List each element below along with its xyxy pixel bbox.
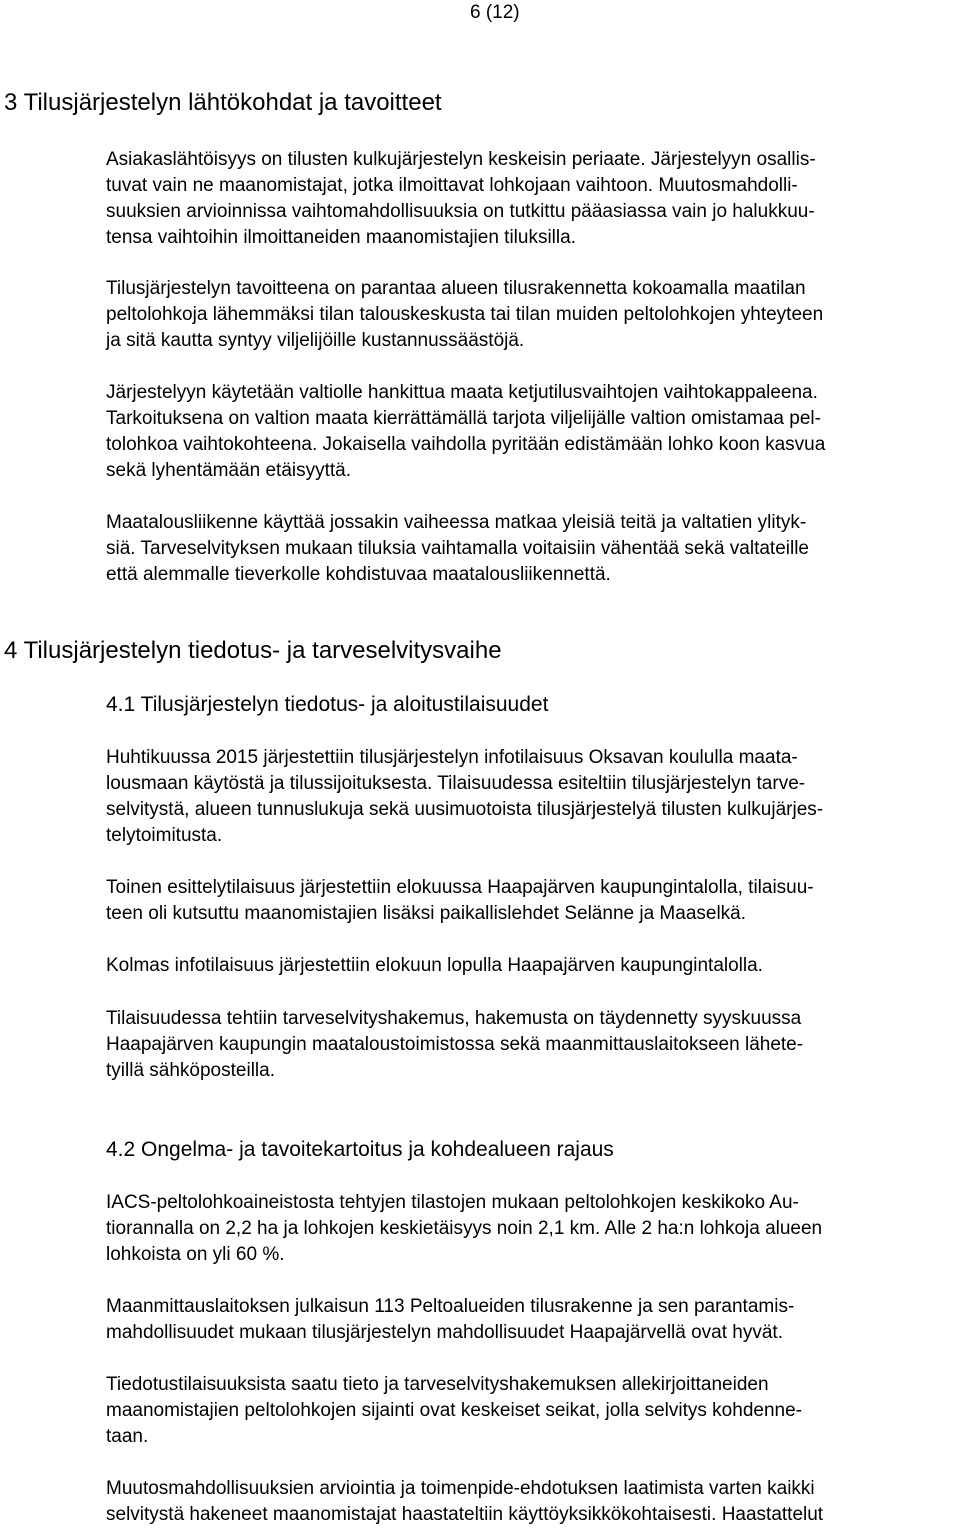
section-4-2-heading: 4.2 Ongelma- ja tavoitekartoitus ja kohdealueen rajaus <box>106 1138 614 1161</box>
page-number: 6 (12) <box>470 2 520 23</box>
text-line: taan. <box>106 1426 149 1447</box>
paragraph <box>106 875 814 927</box>
text-line: Maatalousliikenne käyttää jossakin vaiheessa matkaa yleisiä teitä ja valtatien ylityk- <box>106 512 807 533</box>
paragraph <box>106 1190 822 1268</box>
paragraph <box>106 1294 794 1346</box>
text-line: Tilusjärjestelyn tavoitteena on parantaa alueen tilusrakennetta kokoamalla maatilan <box>106 278 806 299</box>
text-line: tuvat vain ne maanomistajat, jotka ilmoittavat lohkojaan vaihtoon. Muutosmahdolli- <box>106 175 798 196</box>
text-line: ja sitä kautta syntyy viljelijöille kustannussäästöjä. <box>106 330 525 351</box>
paragraph <box>106 380 825 484</box>
text-line: Huhtikuussa 2015 järjestettiin tilusjärjestelyn infotilaisuus Oksavan koululla maata- <box>106 747 798 768</box>
text-line: IACS-peltolohkoaineistosta tehtyjen tilastojen mukaan peltolohkojen keskikoko Au- <box>106 1192 799 1213</box>
section-4-1-heading: 4.1 Tilusjärjestelyn tiedotus- ja aloitustilaisuudet <box>106 693 549 716</box>
text-line: Muutosmahdollisuuksien arviointia ja toimenpide-ehdotuksen laatimista varten kaikki <box>106 1478 815 1499</box>
text-line: maanomistajien peltolohkojen sijainti ovat keskeiset seikat, jolla selvitys kohdenne- <box>106 1400 802 1421</box>
text-line: peltolohkoja lähemmäksi tilan talouskeskusta tai tilan muiden peltolohkojen yhteyteen <box>106 304 824 325</box>
paragraph <box>106 745 823 849</box>
text-line: että alemmalle tieverkolle kohdistuvaa maatalousliikennettä. <box>106 564 611 585</box>
text-line: Kolmas infotilaisuus järjestettiin elokuun lopulla Haapajärven kaupungintalolla. <box>106 955 763 976</box>
paragraph <box>106 147 816 251</box>
paragraph <box>106 1372 802 1450</box>
section-4-heading: 4 Tilusjärjestelyn tiedotus- ja tarveselvitysvaihe <box>4 637 502 664</box>
text-line: Toinen esittelytilaisuus järjestettiin elokuussa Haapajärven kaupungintalolla, tilaisuu- <box>106 877 814 898</box>
section-3-heading: 3 Tilusjärjestelyn lähtökohdat ja tavoitteet <box>4 89 442 116</box>
text-line: Järjestelyyn käytetään valtiolle hankittua maata ketjutilusvaihtojen vaihtokappaleena. <box>106 382 818 403</box>
text-line: teen oli kutsuttu maanomistajien lisäksi paikallislehdet Selänne ja Maaselkä. <box>106 903 747 924</box>
text-line: Tarkoituksena on valtion maata kierrättämällä tarjota viljelijälle valtion omistamaa pel- <box>106 408 821 429</box>
paragraph <box>106 1476 823 1528</box>
paragraph <box>106 1006 803 1084</box>
paragraph <box>106 953 763 979</box>
text-line: Haapajärven kaupungin maataloustoimistossa sekä maanmittauslaitokseen lähete- <box>106 1034 804 1055</box>
text-line: Tilaisuudessa tehtiin tarveselvityshakemus, hakemusta on täydennetty syyskuussa <box>106 1008 802 1029</box>
text-line: siä. Tarveselvityksen mukaan tiluksia vaihtamalla voitaisiin vähentää sekä valtateille <box>106 538 809 559</box>
text-line: tensa vaihtoihin ilmoittaneiden maanomistajien tiluksilla. <box>106 227 576 248</box>
text-line: lousmaan käytöstä ja tilussijoituksesta. Tilaisuudessa esiteltiin tilusjärjestelyn tarve- <box>106 773 806 794</box>
text-line: mahdollisuudet mukaan tilusjärjestelyn mahdollisuudet Haapajärvellä ovat hyvät. <box>106 1322 783 1343</box>
text-line: Asiakaslähtöisyys on tilusten kulkujärjestelyn keskeisin periaate. Järjestelyyn osallis- <box>106 149 816 170</box>
text-line: Tiedotustilaisuuksista saatu tieto ja tarveselvityshakemuksen allekirjoittaneiden <box>106 1374 769 1395</box>
text-line: selvitystä, alueen tunnuslukuja sekä uusimuotoista tilusjärjestelyä tilusten kulkujärjes- <box>106 799 824 820</box>
text-line: suuksien arvioinnissa vaihtomahdollisuuksia on tutkittu pääasiassa vain jo halukkuu- <box>106 201 815 222</box>
text-line: lohkoista on yli 60 %. <box>106 1244 285 1265</box>
text-line: telytoimitusta. <box>106 825 223 846</box>
text-line: Maanmittauslaitoksen julkaisun 113 Peltoalueiden tilusrakenne ja sen parantamis- <box>106 1296 795 1317</box>
text-line: tiorannalla on 2,2 ha ja lohkojen keskietäisyys noin 2,1 km. Alle 2 ha:n lohkoja alueen <box>106 1218 823 1239</box>
text-line: tolohkoa vaihtokohteena. Jokaisella vaihdolla pyritään edistämään lohko koon kasvua <box>106 434 826 455</box>
paragraph <box>106 510 809 588</box>
text-line: tyillä sähköposteilla. <box>106 1060 275 1081</box>
text-line: sekä lyhentämään etäisyyttä. <box>106 460 352 481</box>
text-line: selvitystä hakeneet maanomistajat haastateltiin käyttöyksikkökohtaisesti. Haastattelut <box>106 1504 824 1525</box>
paragraph <box>106 276 823 354</box>
